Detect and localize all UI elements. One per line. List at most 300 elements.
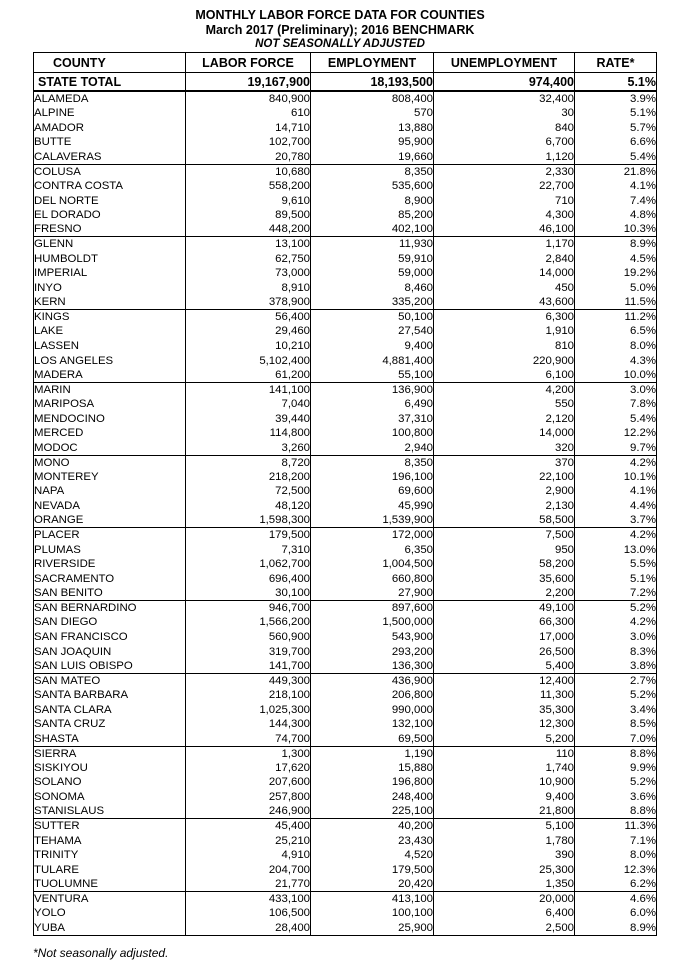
county-name: SONOMA	[34, 790, 186, 805]
rate-value: 8.9%	[575, 237, 657, 252]
unemployment-value: 2,500	[434, 921, 575, 936]
county-name: FRESNO	[34, 222, 186, 237]
unemployment-value: 46,100	[434, 222, 575, 237]
employment-value: 402,100	[311, 222, 434, 237]
labor-force-value: 840,900	[186, 91, 311, 106]
unemployment-value: 58,500	[434, 513, 575, 528]
county-name: PLACER	[34, 528, 186, 543]
rate-value: 4.1%	[575, 179, 657, 194]
rate-value: 4.5%	[575, 251, 657, 266]
employment-value: 206,800	[311, 688, 434, 703]
table-row	[34, 339, 657, 354]
employment-value: 196,800	[311, 775, 434, 790]
employment-value: 335,200	[311, 295, 434, 310]
county-name: KINGS	[34, 310, 186, 325]
rate-value: 4.4%	[575, 499, 657, 514]
unemployment-value: 35,300	[434, 702, 575, 717]
unemployment-value: 58,200	[434, 557, 575, 572]
table-row	[34, 761, 657, 776]
unemployment-value: 22,700	[434, 179, 575, 194]
labor-force-value: 7,310	[186, 542, 311, 557]
rate-value: 10.3%	[575, 222, 657, 237]
table-row	[34, 193, 657, 208]
unemployment-value: 370	[434, 455, 575, 470]
unemployment-value: 9,400	[434, 790, 575, 805]
employment-value: 6,490	[311, 397, 434, 412]
labor-force-value: 218,200	[186, 470, 311, 485]
rate-value: 5.7%	[575, 121, 657, 136]
county-name: SHASTA	[34, 732, 186, 747]
labor-force-value: 20,780	[186, 150, 311, 165]
labor-force-value: 610	[186, 106, 311, 121]
county-name: CALAVERAS	[34, 150, 186, 165]
table-row	[34, 150, 657, 165]
county-name: MADERA	[34, 368, 186, 383]
rate-value: 3.9%	[575, 91, 657, 106]
table-row	[34, 804, 657, 819]
rate-value: 21.8%	[575, 164, 657, 179]
employment-value: 535,600	[311, 179, 434, 194]
employment-value: 196,100	[311, 470, 434, 485]
unemployment-value: 2,330	[434, 164, 575, 179]
rate-value: 3.0%	[575, 630, 657, 645]
county-name: SAN BENITO	[34, 586, 186, 601]
county-name: MERCED	[34, 426, 186, 441]
rate-value: 4.2%	[575, 528, 657, 543]
employment-value: 179,500	[311, 862, 434, 877]
employment-value: 4,881,400	[311, 353, 434, 368]
table-row	[34, 557, 657, 572]
rate-value: 11.2%	[575, 310, 657, 325]
county-name: RIVERSIDE	[34, 557, 186, 572]
unemployment-value: 26,500	[434, 644, 575, 659]
county-name: LAKE	[34, 324, 186, 339]
table-header-row	[34, 53, 657, 73]
unemployment-value: 49,100	[434, 601, 575, 616]
unemployment-value: 810	[434, 339, 575, 354]
unemployment-value: 110	[434, 746, 575, 761]
employment-value: 6,350	[311, 542, 434, 557]
labor-force-value: 449,300	[186, 673, 311, 688]
table-row	[34, 717, 657, 732]
table-row	[34, 484, 657, 499]
county-name: SUTTER	[34, 819, 186, 834]
labor-force-value: 433,100	[186, 892, 311, 907]
report-header	[0, 8, 680, 51]
county-name: SANTA CRUZ	[34, 717, 186, 732]
table-row	[34, 135, 657, 150]
table-row	[34, 426, 657, 441]
labor-force-value: 106,500	[186, 906, 311, 921]
report-title: MONTHLY LABOR FORCE DATA FOR COUNTIES	[195, 8, 485, 22]
labor-force-value: 89,500	[186, 208, 311, 223]
employment-value: 9,400	[311, 339, 434, 354]
rate-value: 4.3%	[575, 353, 657, 368]
labor-force-value: 29,460	[186, 324, 311, 339]
labor-force-value: 8,720	[186, 455, 311, 470]
table-row	[34, 688, 657, 703]
table-row	[34, 499, 657, 514]
employment-value: 100,100	[311, 906, 434, 921]
table-row	[34, 411, 657, 426]
labor-force-value: 1,025,300	[186, 702, 311, 717]
rate-value: 8.0%	[575, 848, 657, 863]
rate-value: 8.5%	[575, 717, 657, 732]
rate-value: 5.4%	[575, 150, 657, 165]
labor-force-value: 25,210	[186, 833, 311, 848]
county-name: TEHAMA	[34, 833, 186, 848]
rate-value: 3.4%	[575, 702, 657, 717]
labor-force-value: 141,700	[186, 659, 311, 674]
unemployment-value: 1,350	[434, 877, 575, 892]
rate-value: 4.2%	[575, 615, 657, 630]
rate-value: 10.1%	[575, 470, 657, 485]
rate-value: 8.9%	[575, 921, 657, 936]
table-row	[34, 848, 657, 863]
unemployment-value: 6,300	[434, 310, 575, 325]
table-row	[34, 91, 657, 106]
state-total-label: STATE TOTAL	[34, 73, 186, 92]
employment-value: 1,190	[311, 746, 434, 761]
unemployment-value: 17,000	[434, 630, 575, 645]
labor-force-value: 5,102,400	[186, 353, 311, 368]
employment-value: 1,539,900	[311, 513, 434, 528]
employment-value: 15,880	[311, 761, 434, 776]
rate-value: 3.0%	[575, 382, 657, 397]
county-name: MARIPOSA	[34, 397, 186, 412]
table-row	[34, 121, 657, 136]
labor-force-value: 28,400	[186, 921, 311, 936]
employment-value: 172,000	[311, 528, 434, 543]
labor-force-value: 48,120	[186, 499, 311, 514]
labor-force-value: 114,800	[186, 426, 311, 441]
labor-force-value: 204,700	[186, 862, 311, 877]
table-row	[34, 310, 657, 325]
rate-value: 5.1%	[575, 572, 657, 587]
unemployment-value: 7,500	[434, 528, 575, 543]
rate-value: 8.0%	[575, 339, 657, 354]
county-name: MENDOCINO	[34, 411, 186, 426]
employment-value: 543,900	[311, 630, 434, 645]
county-name: SAN MATEO	[34, 673, 186, 688]
employment-value: 8,460	[311, 281, 434, 296]
table-row	[34, 455, 657, 470]
labor-force-value: 378,900	[186, 295, 311, 310]
county-name: ALPINE	[34, 106, 186, 121]
employment-value: 808,400	[311, 91, 434, 106]
unemployment-value: 1,910	[434, 324, 575, 339]
unemployment-value: 6,100	[434, 368, 575, 383]
labor-force-value: 102,700	[186, 135, 311, 150]
unemployment-value: 25,300	[434, 862, 575, 877]
col-header-unemployment: UNEMPLOYMENT	[434, 53, 575, 73]
county-name: KERN	[34, 295, 186, 310]
unemployment-value: 14,000	[434, 266, 575, 281]
rate-value: 2.7%	[575, 673, 657, 688]
table-row	[34, 222, 657, 237]
employment-value: 1,500,000	[311, 615, 434, 630]
county-name: SAN LUIS OBISPO	[34, 659, 186, 674]
county-name: STANISLAUS	[34, 804, 186, 819]
table-row	[34, 586, 657, 601]
labor-force-value: 74,700	[186, 732, 311, 747]
table-row	[34, 441, 657, 456]
unemployment-value: 710	[434, 193, 575, 208]
table-row	[34, 368, 657, 383]
unemployment-value: 840	[434, 121, 575, 136]
unemployment-value: 320	[434, 441, 575, 456]
county-name: MONTEREY	[34, 470, 186, 485]
col-header-rate: RATE*	[575, 53, 657, 73]
labor-force-value: 218,100	[186, 688, 311, 703]
unemployment-value: 4,200	[434, 382, 575, 397]
unemployment-value: 1,120	[434, 150, 575, 165]
unemployment-value: 14,000	[434, 426, 575, 441]
employment-value: 436,900	[311, 673, 434, 688]
unemployment-value: 1,170	[434, 237, 575, 252]
rate-value: 4.8%	[575, 208, 657, 223]
table-row	[34, 892, 657, 907]
employment-value: 136,300	[311, 659, 434, 674]
unemployment-value: 30	[434, 106, 575, 121]
labor-force-value: 144,300	[186, 717, 311, 732]
unemployment-value: 6,400	[434, 906, 575, 921]
labor-force-value: 141,100	[186, 382, 311, 397]
rate-value: 5.0%	[575, 281, 657, 296]
employment-value: 27,900	[311, 586, 434, 601]
county-name: SIERRA	[34, 746, 186, 761]
table-row	[34, 324, 657, 339]
table-row	[34, 862, 657, 877]
employment-value: 8,350	[311, 455, 434, 470]
unemployment-value: 5,200	[434, 732, 575, 747]
unemployment-value: 32,400	[434, 91, 575, 106]
report-subtitle: March 2017 (Preliminary); 2016 BENCHMARK	[205, 23, 475, 37]
employment-value: 8,350	[311, 164, 434, 179]
table-row	[34, 790, 657, 805]
table-row	[34, 746, 657, 761]
labor-force-value: 62,750	[186, 251, 311, 266]
county-name: SANTA BARBARA	[34, 688, 186, 703]
state-total-row	[34, 73, 657, 92]
rate-value: 8.8%	[575, 804, 657, 819]
labor-force-value: 45,400	[186, 819, 311, 834]
table-row	[34, 470, 657, 485]
county-name: SAN DIEGO	[34, 615, 186, 630]
rate-value: 3.6%	[575, 790, 657, 805]
unemployment-value: 35,600	[434, 572, 575, 587]
rate-value: 7.0%	[575, 732, 657, 747]
labor-force-value: 319,700	[186, 644, 311, 659]
labor-force-value: 8,910	[186, 281, 311, 296]
labor-force-value: 61,200	[186, 368, 311, 383]
unemployment-value: 6,700	[434, 135, 575, 150]
county-name: ORANGE	[34, 513, 186, 528]
rate-value: 7.8%	[575, 397, 657, 412]
unemployment-value: 950	[434, 542, 575, 557]
county-name: AMADOR	[34, 121, 186, 136]
unemployment-value: 1,740	[434, 761, 575, 776]
labor-force-value: 257,800	[186, 790, 311, 805]
rate-value: 3.7%	[575, 513, 657, 528]
county-name: CONTRA COSTA	[34, 179, 186, 194]
table-row	[34, 702, 657, 717]
table-row	[34, 673, 657, 688]
rate-value: 6.6%	[575, 135, 657, 150]
unemployment-value: 21,800	[434, 804, 575, 819]
unemployment-value: 390	[434, 848, 575, 863]
county-name: SAN JOAQUIN	[34, 644, 186, 659]
footnote: *Not seasonally adjusted.	[33, 946, 169, 960]
unemployment-value: 550	[434, 397, 575, 412]
employment-value: 293,200	[311, 644, 434, 659]
employment-value: 413,100	[311, 892, 434, 907]
employment-value: 990,000	[311, 702, 434, 717]
labor-force-value: 73,000	[186, 266, 311, 281]
report-note: NOT SEASONALLY ADJUSTED	[255, 38, 425, 50]
rate-value: 11.3%	[575, 819, 657, 834]
labor-force-value: 30,100	[186, 586, 311, 601]
state-total-rate: 5.1%	[575, 73, 657, 92]
table-row	[34, 732, 657, 747]
table-row	[34, 615, 657, 630]
employment-value: 37,310	[311, 411, 434, 426]
county-name: YOLO	[34, 906, 186, 921]
employment-value: 13,880	[311, 121, 434, 136]
labor-force-value: 696,400	[186, 572, 311, 587]
unemployment-value: 43,600	[434, 295, 575, 310]
table-row	[34, 281, 657, 296]
unemployment-value: 5,100	[434, 819, 575, 834]
employment-value: 95,900	[311, 135, 434, 150]
labor-force-value: 3,260	[186, 441, 311, 456]
unemployment-value: 66,300	[434, 615, 575, 630]
labor-force-value: 1,300	[186, 746, 311, 761]
employment-value: 59,000	[311, 266, 434, 281]
county-name: MODOC	[34, 441, 186, 456]
employment-value: 59,910	[311, 251, 434, 266]
labor-force-value: 1,566,200	[186, 615, 311, 630]
county-name: SISKIYOU	[34, 761, 186, 776]
labor-force-value: 72,500	[186, 484, 311, 499]
unemployment-value: 11,300	[434, 688, 575, 703]
table-row	[34, 382, 657, 397]
col-header-employment: EMPLOYMENT	[311, 53, 434, 73]
employment-value: 50,100	[311, 310, 434, 325]
unemployment-value: 10,900	[434, 775, 575, 790]
county-name: YUBA	[34, 921, 186, 936]
county-name: MONO	[34, 455, 186, 470]
rate-value: 5.2%	[575, 601, 657, 616]
table-row	[34, 921, 657, 936]
employment-value: 100,800	[311, 426, 434, 441]
unemployment-value: 2,130	[434, 499, 575, 514]
rate-value: 19.2%	[575, 266, 657, 281]
employment-value: 897,600	[311, 601, 434, 616]
rate-value: 11.5%	[575, 295, 657, 310]
labor-force-value: 13,100	[186, 237, 311, 252]
unemployment-value: 2,120	[434, 411, 575, 426]
employment-value: 69,500	[311, 732, 434, 747]
table-row	[34, 164, 657, 179]
county-name: EL DORADO	[34, 208, 186, 223]
county-name: NAPA	[34, 484, 186, 499]
table-row	[34, 659, 657, 674]
rate-value: 4.6%	[575, 892, 657, 907]
table-row	[34, 106, 657, 121]
unemployment-value: 450	[434, 281, 575, 296]
table-row	[34, 644, 657, 659]
county-name: NEVADA	[34, 499, 186, 514]
labor-force-value: 207,600	[186, 775, 311, 790]
county-name: SOLANO	[34, 775, 186, 790]
employment-value: 4,520	[311, 848, 434, 863]
rate-value: 7.2%	[575, 586, 657, 601]
county-name: BUTTE	[34, 135, 186, 150]
labor-force-value: 10,210	[186, 339, 311, 354]
rate-value: 5.1%	[575, 106, 657, 121]
employment-value: 23,430	[311, 833, 434, 848]
county-name: TRINITY	[34, 848, 186, 863]
table-row	[34, 266, 657, 281]
employment-value: 69,600	[311, 484, 434, 499]
county-name: DEL NORTE	[34, 193, 186, 208]
table-row	[34, 601, 657, 616]
table-row	[34, 179, 657, 194]
rate-value: 6.0%	[575, 906, 657, 921]
employment-value: 85,200	[311, 208, 434, 223]
labor-force-value: 10,680	[186, 164, 311, 179]
county-name: IMPERIAL	[34, 266, 186, 281]
county-name: GLENN	[34, 237, 186, 252]
unemployment-value: 4,300	[434, 208, 575, 223]
county-name: HUMBOLDT	[34, 251, 186, 266]
county-name: INYO	[34, 281, 186, 296]
county-name: COLUSA	[34, 164, 186, 179]
employment-value: 11,930	[311, 237, 434, 252]
employment-value: 40,200	[311, 819, 434, 834]
labor-force-value: 17,620	[186, 761, 311, 776]
labor-force-value: 448,200	[186, 222, 311, 237]
table-row	[34, 208, 657, 223]
rate-value: 7.1%	[575, 833, 657, 848]
labor-force-value: 1,598,300	[186, 513, 311, 528]
labor-force-value: 946,700	[186, 601, 311, 616]
employment-value: 2,940	[311, 441, 434, 456]
rate-value: 5.4%	[575, 411, 657, 426]
rate-value: 13.0%	[575, 542, 657, 557]
employment-value: 27,540	[311, 324, 434, 339]
labor-force-value: 179,500	[186, 528, 311, 543]
table-row	[34, 528, 657, 543]
unemployment-value: 22,100	[434, 470, 575, 485]
labor-force-value: 21,770	[186, 877, 311, 892]
county-name: LOS ANGELES	[34, 353, 186, 368]
table-row	[34, 397, 657, 412]
county-name: TUOLUMNE	[34, 877, 186, 892]
employment-value: 8,900	[311, 193, 434, 208]
unemployment-value: 12,300	[434, 717, 575, 732]
rate-value: 6.5%	[575, 324, 657, 339]
unemployment-value: 220,900	[434, 353, 575, 368]
rate-value: 5.2%	[575, 775, 657, 790]
table-row	[34, 819, 657, 834]
table-row	[34, 572, 657, 587]
county-name: SACRAMENTO	[34, 572, 186, 587]
unemployment-value: 2,200	[434, 586, 575, 601]
unemployment-value: 1,780	[434, 833, 575, 848]
county-name: SAN FRANCISCO	[34, 630, 186, 645]
